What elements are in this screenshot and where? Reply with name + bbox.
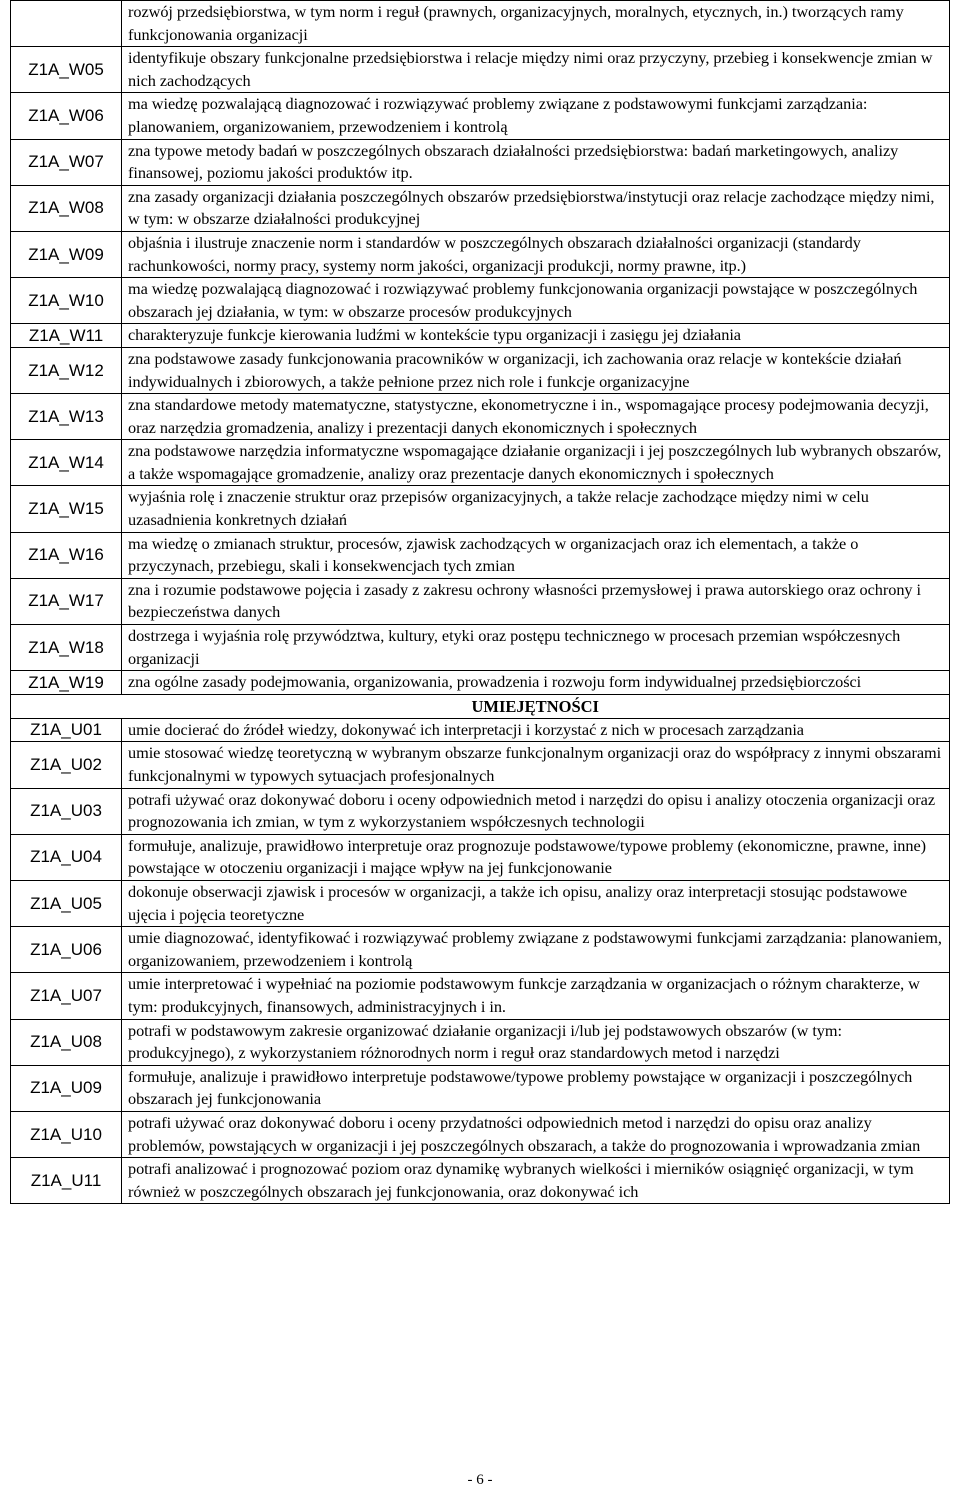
outcome-row	[11, 742, 950, 788]
outcome-row	[11, 532, 950, 578]
outcome-row	[11, 788, 950, 834]
outcome-description: umie docierać do źródeł wiedzy, dokonywać ich interpretacji i korzystać z nich w procesach zarządzania	[122, 718, 950, 742]
outcome-row	[11, 47, 950, 93]
outcome-row	[11, 93, 950, 139]
outcome-code: Z1A_U06	[11, 927, 122, 973]
outcome-code: Z1A_W19	[11, 671, 122, 695]
outcome-code: Z1A_W05	[11, 47, 122, 93]
outcome-description: zna standardowe metody matematyczne, statystyczne, ekonometryczne i in., wspomagające procesy podejmowania decyzji, oraz narzędzia gromadzenia, analizy i prezentacji danych ekonomicznych i społecznych	[122, 394, 950, 440]
outcome-code: Z1A_U01	[11, 718, 122, 742]
outcome-description: umie stosować wiedzę teoretyczną w wybranym obszarze funkcjonalnym organizacji oraz do współpracy z innymi obszarami funkcjonalnymi w typowych sytuacjach profesjonalnych	[122, 742, 950, 788]
outcome-code: Z1A_U07	[11, 973, 122, 1019]
outcome-description: zna podstawowe zasady funkcjonowania pracowników w organizacji, ich zachowania oraz relacje w kontekście działań indywidualnych i zbiorowych, a także pełnione przez nich role i funkcje organizacyjne	[122, 347, 950, 393]
outcome-description: zna ogólne zasady podejmowania, organizowania, prowadzenia i rozwoju form indywidualnej przedsiębiorczości	[122, 671, 950, 695]
outcome-code: Z1A_W07	[11, 139, 122, 185]
section-heading-row	[11, 694, 950, 718]
outcome-row	[11, 486, 950, 532]
outcome-description: ma wiedzę pozwalającą diagnozować i rozwiązywać problemy związane z podstawowymi funkcjami zarządzania: planowaniem, organizowaniem, przewodzeniem i kontrolą	[122, 93, 950, 139]
outcome-description: formułuje, analizuje, prawidłowo interpretuje oraz prognozuje podstawowe/typowe problemy (ekonomiczne, prawne, inne) powstające w otoczeniu organizacji i mające wpływ na jej funkcjonowanie	[122, 834, 950, 880]
outcome-code: Z1A_W10	[11, 278, 122, 324]
outcome-description: ma wiedzę o zmianach struktur, procesów, zjawisk zachodzących w organizacjach oraz ich elementach, a także o przyczynach, przebiegu, skali i konsekwencjach tych zmian	[122, 532, 950, 578]
outcome-row	[11, 671, 950, 695]
outcome-row	[11, 347, 950, 393]
outcome-row	[11, 578, 950, 624]
outcome-row	[11, 1019, 950, 1065]
outcome-row	[11, 1111, 950, 1157]
outcome-row	[11, 324, 950, 348]
outcome-code: Z1A_W18	[11, 625, 122, 671]
outcome-code: Z1A_U03	[11, 788, 122, 834]
outcome-description: charakteryzuje funkcje kierowania ludźmi w kontekście typu organizacji i zasięgu jej działania	[122, 324, 950, 348]
outcome-row	[11, 231, 950, 277]
outcome-row	[11, 440, 950, 486]
outcome-row	[11, 394, 950, 440]
outcome-row	[11, 625, 950, 671]
outcome-row	[11, 718, 950, 742]
outcome-code: Z1A_U10	[11, 1111, 122, 1157]
outcome-code: Z1A_U11	[11, 1158, 122, 1204]
outcome-code: Z1A_W13	[11, 394, 122, 440]
outcome-code: Z1A_W14	[11, 440, 122, 486]
outcome-row	[11, 1158, 950, 1204]
outcome-description: formułuje, analizuje i prawidłowo interpretuje podstawowe/typowe problemy powstające w organizacji i poszczególnych obszarach jej funkcjonowania	[122, 1065, 950, 1111]
outcome-row	[11, 185, 950, 231]
outcome-description: potrafi w podstawowym zakresie organizować działanie organizacji i/lub jej podstawowych obszarów (w tym: produkcyjnego), z wykorzystaniem różnorodnych norm i reguł oraz standardowych metod i narzędzi	[122, 1019, 950, 1065]
outcome-row	[11, 880, 950, 926]
outcome-row	[11, 1065, 950, 1111]
outcome-code: Z1A_U08	[11, 1019, 122, 1065]
outcome-description: potrafi używać oraz dokonywać doboru i oceny odpowiednich metod i narzędzi do opisu i analizy otoczenia organizacji oraz prognozowania ich zmian, w tym z wykorzystaniem współczesnych technologii	[122, 788, 950, 834]
outcome-code: Z1A_W16	[11, 532, 122, 578]
heading-spacer-cell	[11, 694, 122, 718]
outcome-code: Z1A_W06	[11, 93, 122, 139]
outcome-row	[11, 973, 950, 1019]
outcome-description: ma wiedzę pozwalającą diagnozować i rozwiązywać problemy funkcjonowania organizacji powstające w poszczególnych obszarach jej działania, w tym: w obszarze procesów produkcyjnych	[122, 278, 950, 324]
outcome-description: identyfikuje obszary funkcjonalne przedsiębiorstwa i relacje między nimi oraz przyczyny, przebieg i konsekwencje zmian w nich zachodzących	[122, 47, 950, 93]
outcome-row	[11, 278, 950, 324]
outcome-row	[11, 834, 950, 880]
outcome-code: Z1A_U04	[11, 834, 122, 880]
outcome-code: Z1A_U09	[11, 1065, 122, 1111]
outcome-row	[11, 927, 950, 973]
outcome-code: Z1A_W15	[11, 486, 122, 532]
outcome-code: Z1A_W08	[11, 185, 122, 231]
outcome-description: umie diagnozować, identyfikować i rozwiązywać problemy związane z podstawowymi funkcjami zarządzania: planowaniem, organizowaniem, przewodzeniem i kontrolą	[122, 927, 950, 973]
outcome-code	[11, 1, 122, 47]
outcome-code: Z1A_U02	[11, 742, 122, 788]
outcome-description: umie interpretować i wypełniać na poziomie podstawowym funkcje zarządzania w organizacjach o różnym charakterze, w tym: produkcyjnych, finansowych, administracyjnych i in.	[122, 973, 950, 1019]
learning-outcomes-table	[10, 0, 950, 1204]
outcome-description: dokonuje obserwacji zjawisk i procesów w organizacji, a także ich opisu, analizy oraz interpretacji stosując podstawowe ujęcia i pojęcia teoretyczne	[122, 880, 950, 926]
outcome-row	[11, 139, 950, 185]
outcome-description: zna zasady organizacji działania poszczególnych obszarów przedsiębiorstwa/instytucji oraz relacje zachodzące między nimi, w tym: w obszarze działalności produkcyjnej	[122, 185, 950, 231]
outcome-description: potrafi analizować i prognozować poziom oraz dynamikę wybranych wielkości i mierników osiągnięć organizacji, w tym również w poszczególnych obszarach jej funkcjonowania, oraz dokonywać ich	[122, 1158, 950, 1204]
outcome-code: Z1A_W11	[11, 324, 122, 348]
outcome-description: zna typowe metody badań w poszczególnych obszarach działalności przedsiębiorstwa: badań marketingowych, analizy finansowej, poziomu jakości produktów itp.	[122, 139, 950, 185]
section-heading: UMIEJĘTNOŚCI	[122, 694, 950, 718]
outcome-code: Z1A_W12	[11, 347, 122, 393]
table-body	[11, 1, 950, 1204]
outcome-description: wyjaśnia rolę i znaczenie struktur oraz przepisów organizacyjnych, a także relacje zachodzące między nimi w celu uzasadnienia konkretnych działań	[122, 486, 950, 532]
outcome-description: objaśnia i ilustruje znaczenie norm i standardów w poszczególnych obszarach działalności organizacji (standardy rachunkowości, normy pracy, systemy norm jakości, organizacji produkcji, normy prawne, itp.)	[122, 231, 950, 277]
page-number: - 6 -	[467, 1472, 493, 1488]
outcome-description: dostrzega i wyjaśnia rolę przywództwa, kultury, etyki oraz postępu technicznego w procesach przemian współczesnych organizacji	[122, 625, 950, 671]
outcome-description: zna i rozumie podstawowe pojęcia i zasady z zakresu ochrony własności przemysłowej i prawa autorskiego oraz ochrony i bezpieczeństwa danych	[122, 578, 950, 624]
outcome-description: zna podstawowe narzędzia informatyczne wspomagające działanie organizacji i jej poszczególnych lub wybranych obszarów, a także wspomagające gromadzenie, analizy oraz prezentacje danych ekonomicznych i społecznych	[122, 440, 950, 486]
outcome-description: potrafi używać oraz dokonywać doboru i oceny przydatności odpowiednich metod i narzędzi do opisu oraz analizy problemów, powstających w organizacji i jej poszczególnych obszarach, a także do prognozowania i wprowadzania zmian	[122, 1111, 950, 1157]
outcome-code: Z1A_U05	[11, 880, 122, 926]
outcome-row	[11, 1, 950, 47]
outcome-code: Z1A_W17	[11, 578, 122, 624]
outcome-code: Z1A_W09	[11, 231, 122, 277]
outcome-description: rozwój przedsiębiorstwa, w tym norm i reguł (prawnych, organizacyjnych, moralnych, etycznych, in.) tworzących ramy funkcjonowania organizacji	[122, 1, 950, 47]
